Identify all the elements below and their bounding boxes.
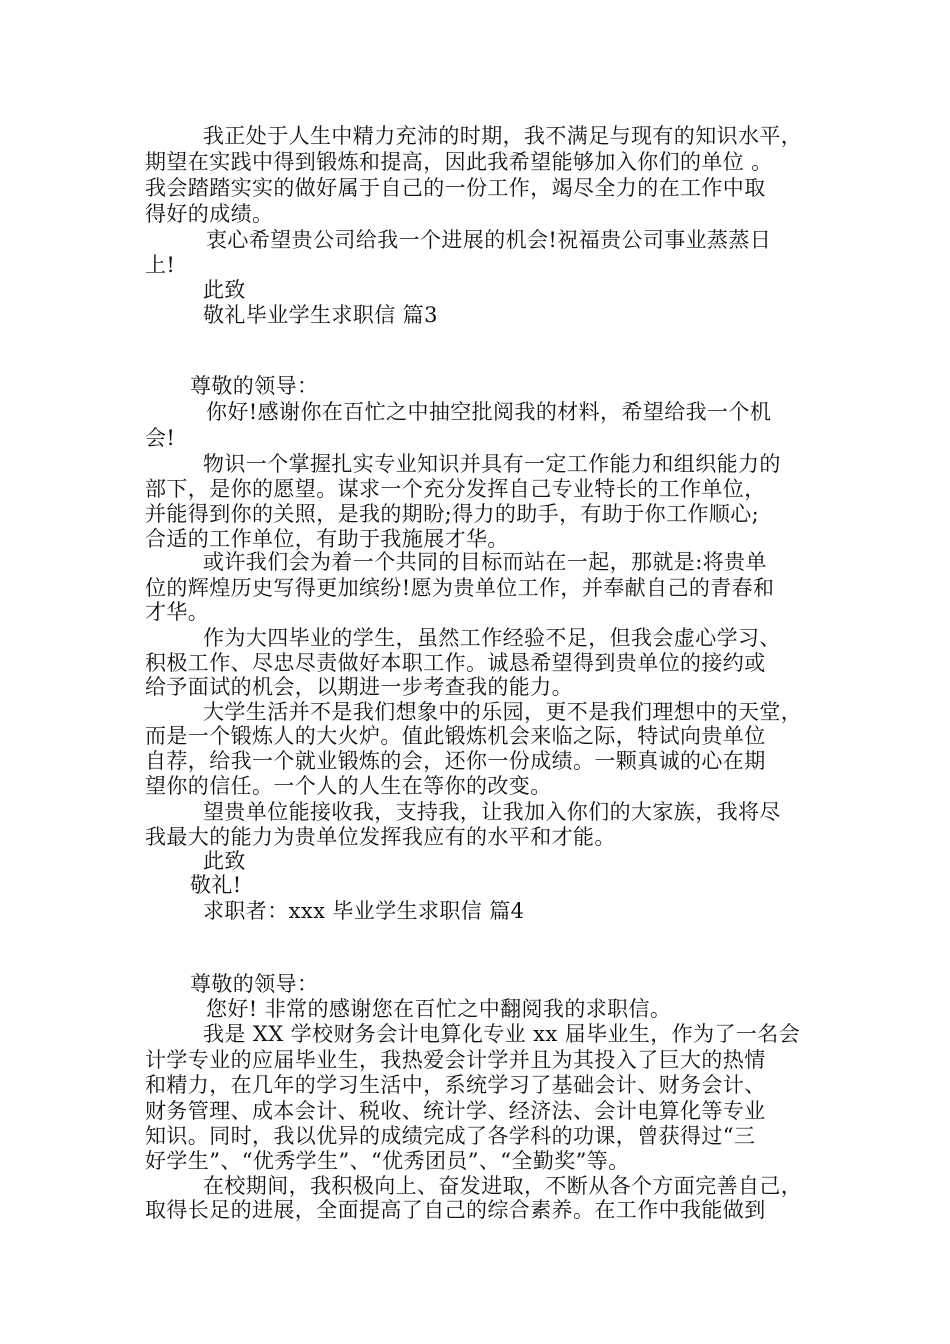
text-line: 上!	[145, 253, 176, 277]
text-line: 好学生”、“优秀学生”、“优秀团员”、“全勤奖”等。	[145, 1149, 630, 1173]
text-line: 积极工作、尽忠尽责做好本职工作。诚恳希望得到贵单位的接约或	[145, 651, 766, 675]
text-line: 你好!感谢你在百忙之中抽空批阅我的材料，希望给我一个机	[206, 400, 772, 424]
text-line: 我是 XX 学校财务会计电算化专业 xx 届毕业生，作为了一名会	[203, 1022, 801, 1046]
text-line: 知识。同时，我以优异的成绩完成了各学科的功课，曾获得过“三	[145, 1124, 756, 1148]
text-line: 合适的工作单位，有助于我施展才华。	[145, 527, 509, 551]
text-line: 而是一个锻炼人的大火炉。值此锻炼机会来临之际，特试向贵单位	[145, 724, 766, 748]
text-line: 大学生活并不是我们想象中的乐园，更不是我们理想中的天堂，	[203, 700, 803, 724]
text-line: 物识一个掌握扎实专业知识并具有一定工作能力和组织能力的	[203, 452, 781, 476]
text-line: 我会踏踏实实的做好属于自己的一份工作，竭尽全力的在工作中取	[145, 176, 766, 200]
text-line: 衷心希望贵公司给我一个进展的机会!祝福贵公司事业蒸蒸日	[206, 228, 772, 252]
text-line: 此致	[203, 849, 246, 873]
text-line: 或许我们会为着一个共同的目标而站在一起，那就是:将贵单	[203, 550, 767, 574]
text-line: 会!	[145, 426, 176, 450]
text-line: 期望在实践中得到锻炼和提高，因此我希望能够加入你们的单位 。	[145, 150, 773, 174]
text-line: 计学专业的应届毕业生，我热爱会计学并且为其投入了巨大的热情	[145, 1048, 766, 1072]
text-line: 望你的信任。一个人的人生在等你的改变。	[145, 774, 552, 798]
text-line: 您好! 非常的感谢您在百忙之中翻阅我的求职信。	[206, 997, 672, 1021]
salutation: 尊敬的领导：	[190, 972, 319, 996]
text-line: 自荐，给我一个就业锻炼的会，还你一份成绩。一颗真诚的心在期	[145, 749, 766, 773]
text-line: 此致	[203, 278, 246, 302]
text-line: 给予面试的机会，以期进一步考查我的能力。	[145, 675, 573, 699]
text-line: 敬礼!	[190, 873, 242, 897]
text-line: 敬礼毕业学生求职信 篇3	[203, 303, 438, 327]
text-line: 望贵单位能接收我，支持我，让我加入你们的大家族，我将尽	[203, 800, 781, 824]
text-line: 我正处于人生中精力充沛的时期，我不满足与现有的知识水平，	[203, 124, 803, 148]
text-line: 位的辉煌历史写得更加缤纷!愿为贵单位工作，并奉献自己的青春和	[145, 576, 775, 600]
text-line: 得好的成绩。	[145, 202, 274, 226]
text-line: 财务管理、成本会计、税收、统计学、经济法、会计电算化等专业	[145, 1099, 766, 1123]
text-line: 在校期间，我积极向上、奋发进取，不断从各个方面完善自己，	[203, 1174, 803, 1198]
text-line: 并能得到你的关照，是我的期盼;得力的助手，有助于你工作顺心;	[145, 502, 760, 526]
text-line: 我最大的能力为贵单位发挥我应有的水平和才能。	[145, 825, 616, 849]
text-line: 部下，是你的愿望。谋求一个充分发挥自己专业特长的工作单位，	[145, 477, 766, 501]
text-line: 作为大四毕业的学生，虽然工作经验不足，但我会虚心学习、	[203, 626, 781, 650]
text-line: 取得长足的进展，全面提高了自己的综合素养。在工作中我能做到	[145, 1198, 766, 1222]
salutation: 尊敬的领导：	[190, 374, 319, 398]
text-line: 才华。	[145, 600, 210, 624]
text-line: 和精力，在几年的学习生活中，系统学习了基础会计、财务会计、	[145, 1073, 766, 1097]
text-line: 求职者：xxx 毕业学生求职信 篇4	[203, 899, 525, 923]
